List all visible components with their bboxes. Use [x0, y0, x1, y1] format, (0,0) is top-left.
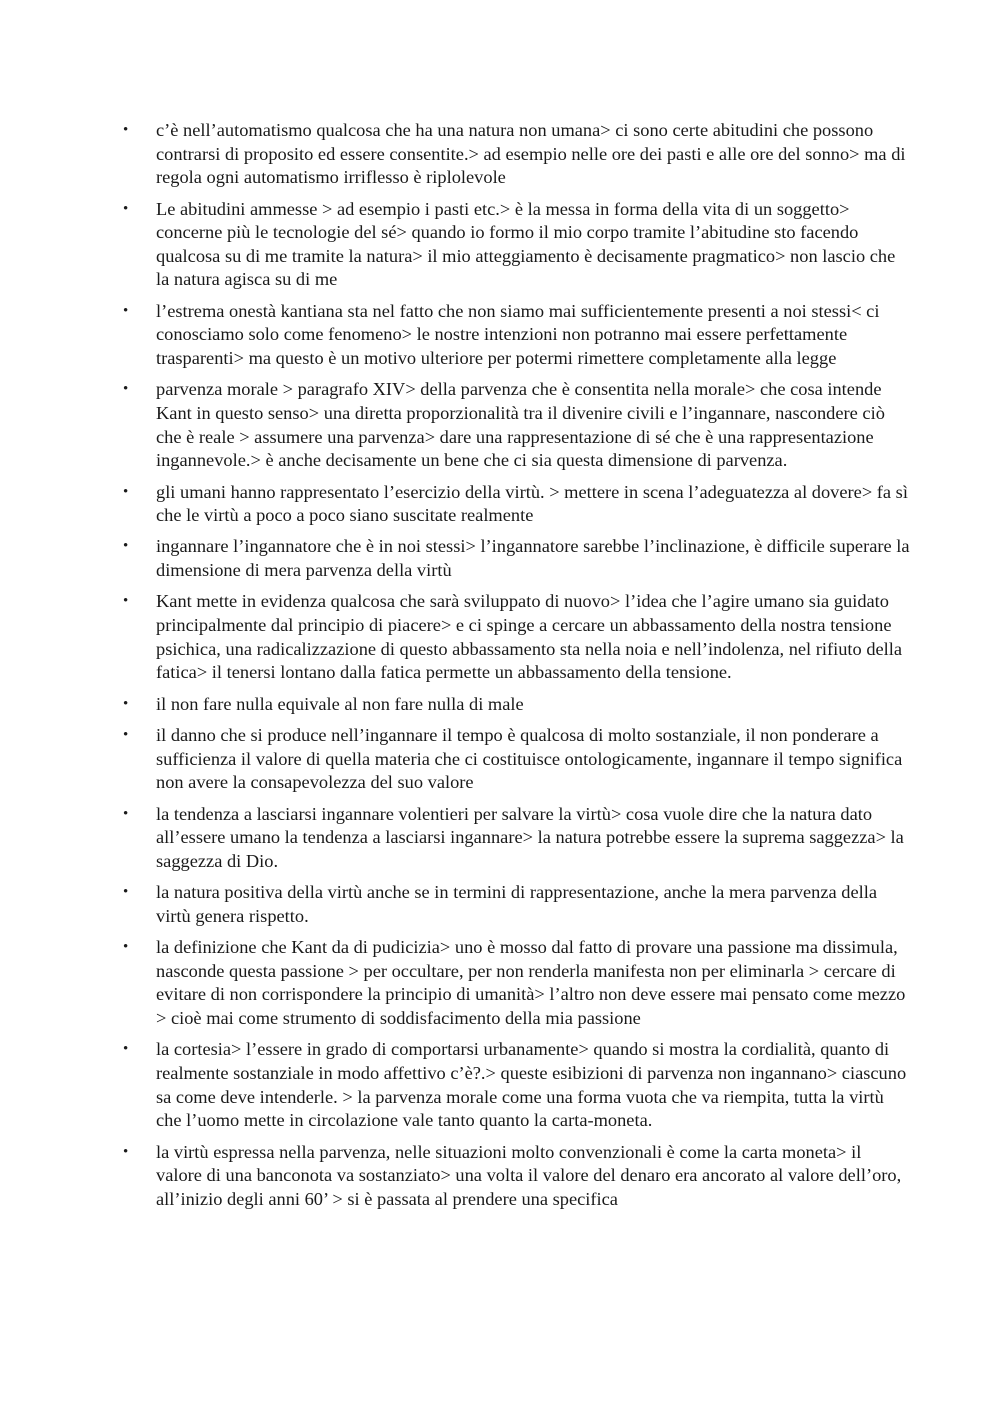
bullet-icon: •: [123, 483, 129, 500]
bullet-icon: •: [123, 1143, 129, 1160]
bullet-icon: •: [123, 538, 129, 555]
list-item-text: la natura positiva della virtù anche se in termini di rappresentazione, anche la mera parvenza della virtù genera rispetto.: [156, 882, 877, 926]
list-item: [120, 378, 910, 472]
list-item: [120, 590, 910, 684]
bullet-icon: •: [123, 884, 129, 901]
list-item: [120, 936, 910, 1030]
bullet-icon: •: [123, 381, 129, 398]
bullet-icon: •: [123, 1041, 129, 1058]
list-item: [120, 198, 910, 292]
bullet-icon: •: [123, 302, 129, 319]
list-item-text: la cortesia> l’essere in grado di comportarsi urbanamente> quando si mostra la cordialità, quanto di realmente sostanziale in modo affettivo c’è?.> queste esibizioni di parvenza non ingannano> ciascuno sa come deve intenderle. > la parvenza morale come una forma vuota che va riempita, tutta la virtù che l’uomo mette in circolazione vale tanto quanto la carta-moneta.: [156, 1039, 907, 1131]
bullet-icon: •: [123, 200, 129, 217]
list-item-text: ingannare l’ingannatore che è in noi stessi> l’ingannatore sarebbe l’inclinazione, è difficile superare la dimensione di mera parvenza della virtù: [156, 536, 910, 581]
bullet-icon: •: [123, 939, 129, 956]
bullet-icon: •: [123, 593, 129, 610]
list-item-text: il non fare nulla equivale al non fare nulla di male: [156, 693, 524, 714]
bullet-icon: •: [123, 727, 129, 744]
list-item: [120, 724, 910, 795]
bullet-list: [120, 119, 910, 1219]
list-item-text: c’è nell’automatismo qualcosa che ha una natura non umana> ci sono certe abitudini che possono contrarsi di proposito ed essere consentite.> ad esempio nelle ore dei pasti e alle ore del sonno> ma di regola ogni automatismo irriflesso è riplolevole: [156, 120, 906, 188]
list-item: [120, 1038, 910, 1132]
list-item-text: la definizione che Kant da di pudicizia> uno è mosso dal fatto di provare una passione ma dissimula, nasconde questa passione > per occultare, per non renderla manifesta non per eliminarla > cercare di evitare di non corrispondere la principio di umanità> l’altro non deve essere mai pensato come mezzo > cioè mai come strumento di soddisfacimento della mia passione: [156, 937, 906, 1028]
list-item: [120, 803, 910, 874]
list-item: [120, 1141, 910, 1212]
list-item: [120, 535, 910, 582]
list-item: [120, 119, 910, 190]
list-item: [120, 300, 910, 371]
list-item: [120, 693, 910, 717]
list-item-text: la virtù espressa nella parvenza, nelle situazioni molto convenzionali è come la carta moneta> il valore di una banconota va sostanziato> una volta il valore del denaro era ancorato al valore dell’oro, all’inizio degli anni 60’ > si è passata al prendere una specifica: [156, 1141, 902, 1209]
list-item-text: parvenza morale > paragrafo XIV> della parvenza che è consentita nella morale> che cosa intende Kant in questo senso> una diretta proporzionalità tra il divenire civili e l’ingannare, nascondere ciò che è reale > assumere una parvenza> dare una rappresentazione di sé che è una rappresentazione ingannevole.> è anche decisamente un bene che ci sia questa dimensione di parvenza.: [156, 379, 885, 471]
bullet-icon: •: [123, 122, 129, 138]
list-item-text: l’estrema onestà kantiana sta nel fatto che non siamo mai sufficientemente presenti a noi stessi< ci conosciamo solo come fenomeno> le nostre intenzioni non potranno mai essere perfettamente trasparenti> ma questo è un motivo ulteriore per potermi rimettere completamente alla legge: [156, 300, 880, 368]
list-item: [120, 881, 910, 928]
list-item-text: il danno che si produce nell’ingannare il tempo è qualcosa di molto sostanziale, il non ponderare a sufficienza il valore di quella materia che ci costituisce ontologicamente, ingannare il tempo significa non avere la consapevolezza del suo valore: [156, 725, 903, 793]
list-item-text: Kant mette in evidenza qualcosa che sarà sviluppato di nuovo> l’idea che l’agire umano sia guidato principalmente dal principio di piacere> e ci spinge a cercare un abbassamento della nostra tensione psichica, una radicalizzazione di questo abbassamento sta nella noia e nell’indolenza, nel rifiuto della fatica> il tenersi lontano dalla fatica permette un abbassamento della tensione.: [156, 591, 903, 683]
bullet-icon: •: [123, 805, 129, 822]
list-item-text: gli umani hanno rappresentato l’esercizio della virtù. > mettere in scena l’adeguatezza al dovere> fa sì che le virtù a poco a poco siano suscitate realmente: [156, 481, 908, 526]
list-item-text: la tendenza a lasciarsi ingannare volentieri per salvare la virtù> cosa vuole dire che la natura dato all’essere umano la tendenza a lasciarsi ingannare> la natura potrebbe essere la suprema saggezza> la saggezza di Dio.: [156, 803, 904, 871]
bullet-icon: •: [123, 695, 129, 712]
list-item-text: Le abitudini ammesse > ad esempio i pasti etc.> è la messa in forma della vita di un soggetto> concerne più le tecnologie del sé> quando io formo il mio corpo tramite l’abitudine sto facendo qualcosa su di me tramite la natura> il mio atteggiamento è decisamente pragmatico> non lascio che la natura agisca su di me: [156, 198, 896, 290]
list-item: [120, 481, 910, 528]
